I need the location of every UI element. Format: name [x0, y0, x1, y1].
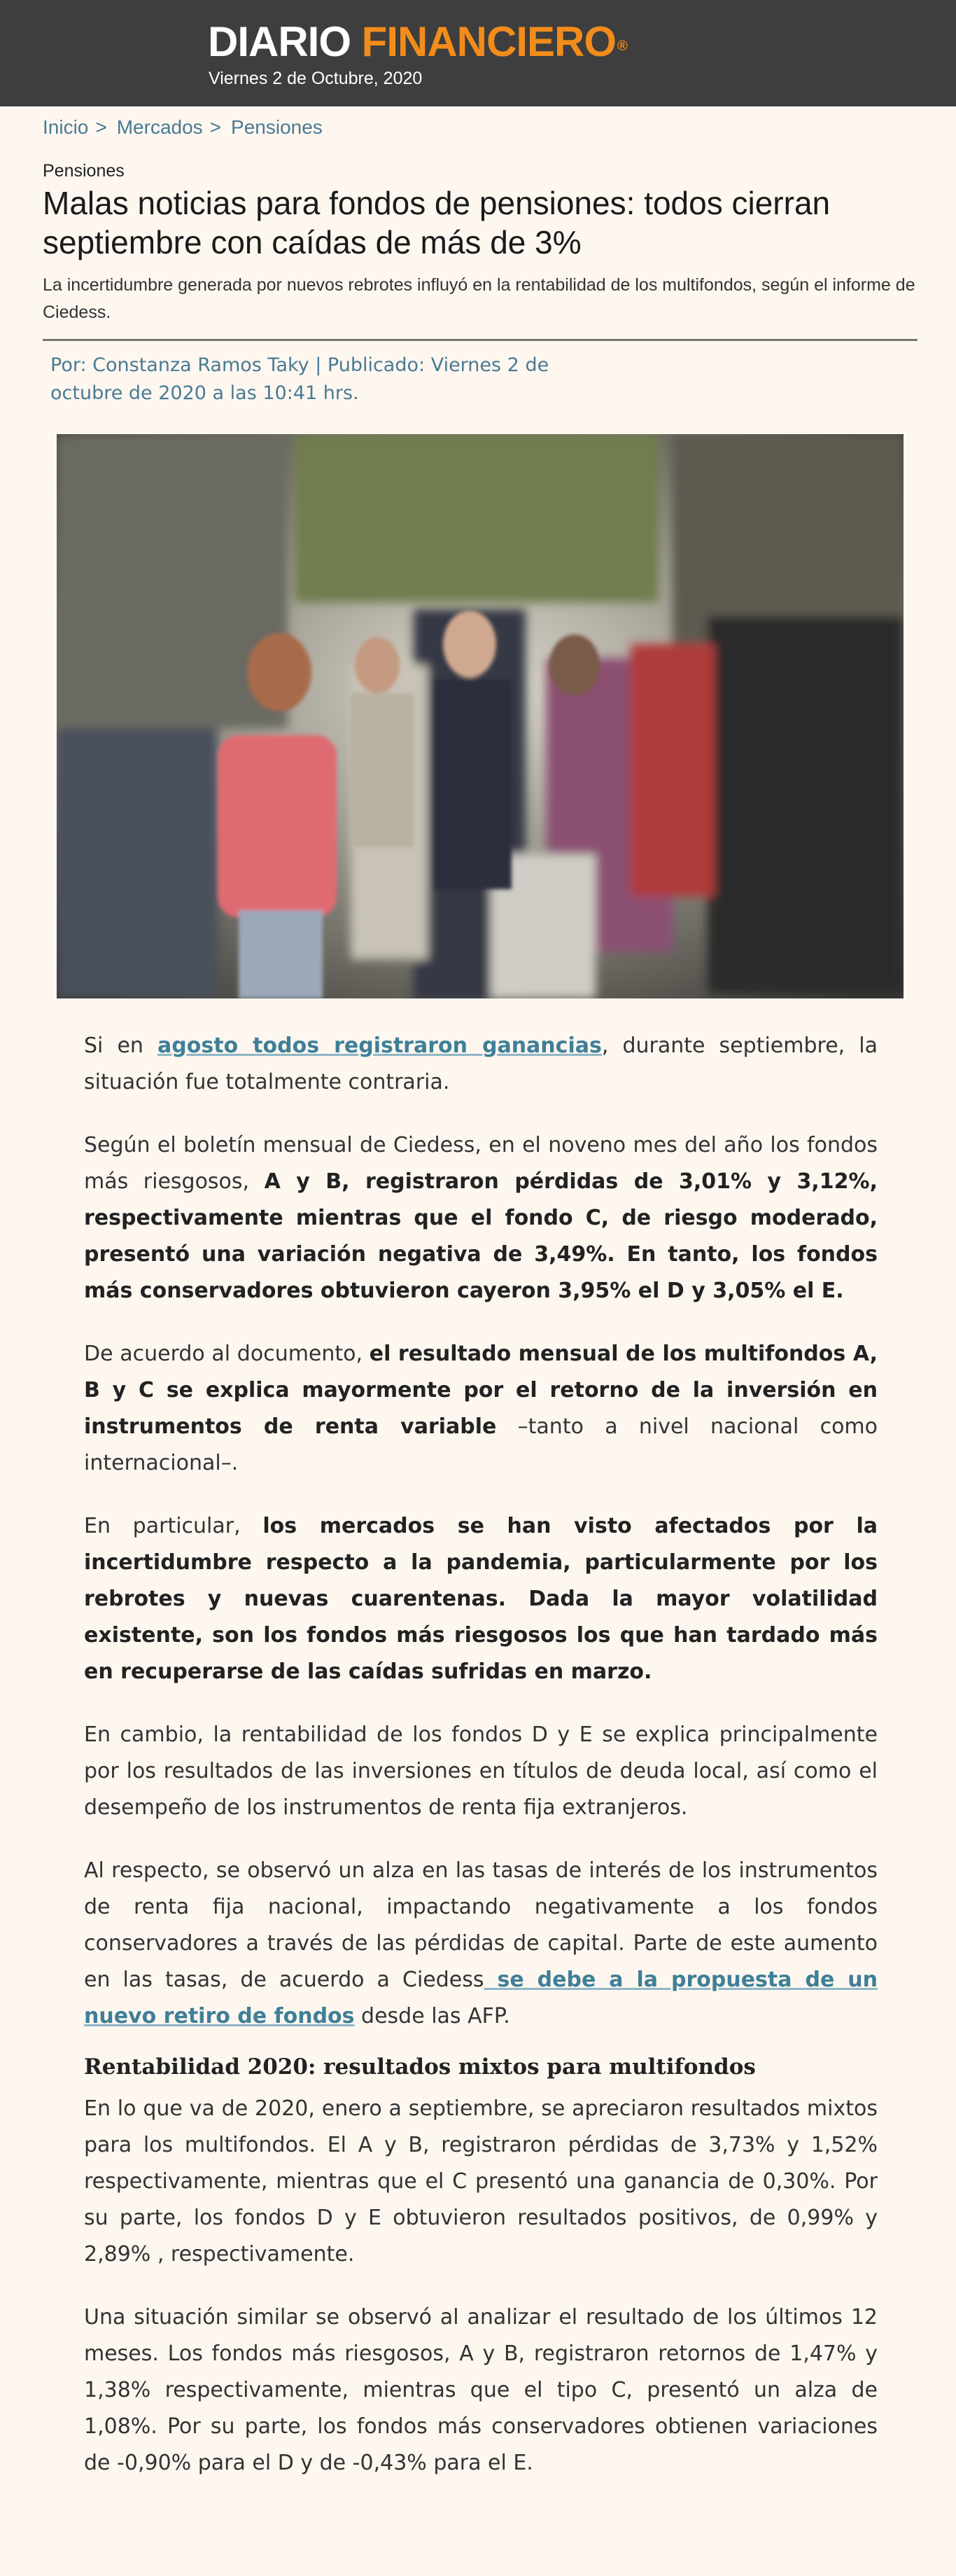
section-label: Pensiones: [43, 161, 125, 181]
bold-text: los mercados se han visto afectados por la incertidumbre respecto a la pandemia, particularmente por los rebrotes y nuevas cuarentenas. Dada la mayor volatilidad existente, son los fondos más riesgosos los que han tardado más en recuperarse de las caídas sufridas en marzo.: [84, 1514, 878, 1684]
paragraph: [84, 1853, 878, 2035]
paragraph: En cambio, la rentabilidad de los fondos D y E se explica principalmente por los resultados de las inversiones en títulos de deuda local, así como el desempeño de los instrumentos de renta fija extranjeros.: [84, 1722, 878, 1820]
paragraph: [84, 1127, 878, 1309]
text: desde las AFP.: [354, 2004, 510, 2028]
bold-text: A y B, registraron pérdidas de 3,01% y 3,12%, respectivamente mientras que el fondo C, de riesgo moderado, presentó una variación negativa de 3,49%. En tanto, los fondos más conservadores obtuvieron cayeron 3,95% el D y 3,05% el E.: [84, 1169, 878, 1303]
text: Si en: [84, 1033, 158, 1058]
header-date: Viernes 2 de Octubre, 2020: [209, 69, 423, 88]
paragraph: [84, 1028, 878, 1101]
logo-word-financiero: FINANCIERO: [361, 18, 617, 65]
logo-word-diario: DIARIO: [208, 18, 351, 65]
text: De acuerdo al documento,: [84, 1342, 370, 1366]
article-byline: Por: Constanza Ramos Taky | Publicado: Viernes 2 de octubre de 2020 a las 10:41 hrs.: [50, 354, 549, 404]
breadcrumb: [43, 116, 323, 139]
article-lead: La incertidumbre generada por nuevos rebrotes influyó en la rentabilidad de los multifondos, según el informe de Ciedess.: [43, 275, 915, 322]
bold-text: el resultado mensual de los multifondos A, B y C se explica mayormente por el retorno de la inversión en instrumentos de renta variable: [84, 1342, 878, 1439]
breadcrumb-pensiones[interactable]: Pensiones: [231, 116, 323, 138]
breadcrumb-separator: >: [95, 116, 107, 138]
article-body: [84, 1028, 878, 2508]
crowd-photo-illustration: [57, 434, 904, 998]
text: Según el boletín mensual de Ciedess, en el noveno mes del año los fondos más riesgosos,: [84, 1133, 878, 1194]
paragraph: Una situación similar se observó al analizar el resultado de los últimos 12 meses. Los fondos más riesgosos, A y B, registraron retornos de 1,47% y 1,38% respectivamente, mientras que el tipo C, presentó un alza de 1,08%. Por su parte, los fondos más conservadores obtienen variaciones de -0,90% para el D y de -0,43% para el E.: [84, 2305, 878, 2475]
link-nuevo-retiro[interactable]: se debe a la propuesta de un nuevo retiro de fondos: [84, 1968, 878, 2028]
paragraph: [84, 1508, 878, 1690]
text: Al respecto, se observó un alza en las tasas de interés de los instrumentos de renta fija nacional, impactando negativamente a los fondos conservadores a través de las pérdidas de capital. Parte de este aumento en las tasas, de acuerdo a Ciedess: [84, 1858, 878, 1992]
breadcrumb-inicio[interactable]: Inicio: [43, 116, 89, 138]
article-title: Malas noticias para fondos de pensiones: todos cierran septiembre con caídas de más de 3%: [43, 185, 831, 260]
paragraph: En lo que va de 2020, enero a septiembre, se apreciaron resultados mixtos para los multifondos. El A y B, registraron pérdidas de 3,73% y 1,52% respectivamente, mientras que el C presentó una ganancia de 0,30%. Por su parte, los fondos D y E obtuvieron resultados positivos, de 0,99% y 2,89% , respectivamente.: [84, 2096, 878, 2267]
site-header: [0, 0, 956, 106]
paragraph: [84, 1336, 878, 1482]
breadcrumb-separator: >: [209, 116, 222, 138]
subheading: Rentabilidad 2020: resultados mixtos para multifondos: [84, 2054, 756, 2080]
divider: [43, 339, 918, 341]
text: –tanto a nivel nacional como internacional–.: [84, 1414, 878, 1475]
link-agosto-ganancias[interactable]: agosto todos registraron ganancias: [157, 1033, 602, 1058]
article-photo: [57, 434, 904, 998]
site-logo[interactable]: [208, 15, 627, 69]
registered-mark: ®: [617, 39, 627, 54]
text: En particular,: [84, 1514, 263, 1538]
breadcrumb-mercados[interactable]: Mercados: [116, 116, 203, 138]
text: , durante septiembre, la situación fue totalmente contraria.: [84, 1033, 878, 1094]
